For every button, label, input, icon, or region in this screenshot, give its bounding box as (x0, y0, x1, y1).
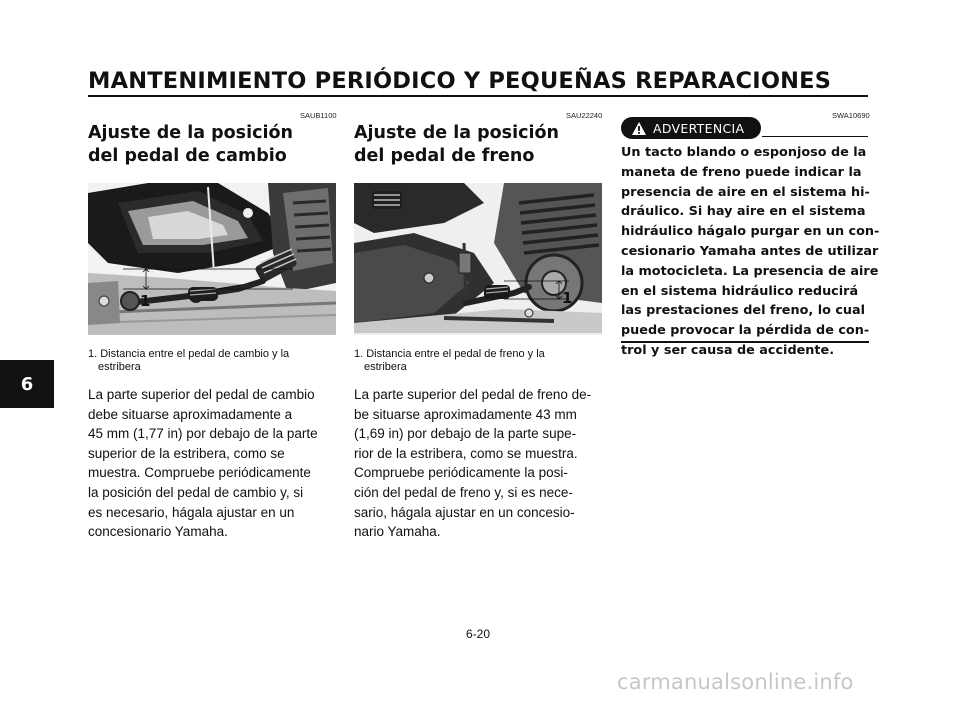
warning-line: presencia de aire en el sistema hi- (621, 184, 870, 200)
left-body-line: muestra. Compruebe periódicamente (88, 465, 311, 481)
middle-body-line: La parte superior del pedal de freno de- (354, 387, 592, 402)
warning-triangle-icon (631, 121, 647, 136)
shift-pedal-illustration (88, 183, 336, 335)
warning-bottom-rule (621, 341, 869, 343)
middle-body-line: Compruebe periódicamente la posi- (354, 465, 568, 481)
middle-caption-line-2: estribera (364, 361, 407, 373)
brake-pedal-illustration (354, 183, 602, 335)
middle-body-paragraph (354, 385, 602, 542)
warning-line: Un tacto blando o esponjoso de la (621, 145, 867, 160)
left-body-line: la posición del pedal de cambio y, si (88, 484, 304, 500)
warning-text (621, 143, 880, 361)
warning-line: dráulico. Si hay aire en el sistema (621, 204, 866, 220)
middle-section-title (354, 122, 559, 168)
left-body-line: concesionario Yamaha. (88, 524, 228, 540)
middle-section-code: SAU22240 (566, 111, 603, 120)
middle-body-line: (1,69 in) por debajo de la parte supe- (354, 426, 577, 442)
left-body-line: es necesario, hágala ajustar en un (88, 504, 295, 520)
left-title-line-1: Ajuste de la posición (88, 123, 293, 143)
middle-body-line: sario, hágala ajustar en un concesio- (354, 504, 575, 520)
chapter-tab: 6 (0, 360, 54, 408)
warning-line: en el sistema hidráulico reducirá (621, 283, 859, 299)
middle-body-line: nario Yamaha. (354, 524, 441, 540)
warning-label: ADVERTENCIA (653, 120, 745, 136)
left-caption-line-2: estribera (98, 361, 141, 373)
warning-line: la motocicleta. La presencia de aire (621, 263, 879, 279)
middle-body-line: rior de la estribera, como se muestra. (354, 445, 578, 461)
left-body-line: 45 mm (1,77 in) por debajo de la parte (88, 426, 318, 442)
left-caption-line-1: 1. Distancia entre el pedal de cambio y la (88, 348, 290, 360)
left-body-paragraph (88, 385, 336, 542)
left-body-line: superior de la estribera, como se (88, 445, 285, 461)
middle-body-line: be situarse aproximadamente 43 mm (354, 406, 577, 422)
left-section-code: SAUB1100 (300, 111, 337, 120)
shift-pedal-photo (88, 183, 336, 335)
middle-title-line-2: del pedal de freno (354, 146, 535, 166)
warning-line: cesionario Yamaha antes de utilizar (621, 243, 879, 259)
page-header-title: MANTENIMIENTO PERIÓDICO Y PEQUEÑAS REPARACIONES (88, 68, 832, 94)
page-number: 6-20 (466, 627, 491, 641)
warning-badge (621, 117, 761, 139)
left-figure-callout: 1 (140, 292, 151, 310)
warning-line: hidráulico hágalo purgar en un con- (621, 224, 880, 240)
watermark-text: carmanualsonline.info (617, 670, 854, 694)
brake-pedal-photo (354, 183, 602, 335)
middle-title-line-1: Ajuste de la posición (354, 123, 559, 143)
left-figure-caption (88, 348, 338, 374)
left-section-title (88, 122, 293, 168)
warning-line: las prestaciones del freno, lo cual (621, 303, 866, 319)
warning-line: puede provocar la pérdida de con- (621, 323, 870, 339)
warning-line: trol y ser causa de accidente. (621, 342, 835, 358)
middle-figure-caption (354, 348, 604, 374)
left-body-line: La parte superior del pedal de cambio (88, 387, 315, 402)
middle-body-line: ción del pedal de freno y, si es nece- (354, 484, 573, 500)
warning-line: maneta de freno puede indicar la (621, 164, 862, 180)
left-body-line: debe situarse aproximadamente a (88, 406, 293, 422)
warning-code: SWA10690 (832, 111, 870, 120)
header-rule (88, 95, 868, 97)
middle-caption-line-1: 1. Distancia entre el pedal de freno y la (354, 348, 545, 360)
warning-top-rule (762, 136, 868, 137)
left-title-line-2: del pedal de cambio (88, 146, 287, 166)
middle-figure-callout: 1 (562, 289, 573, 307)
